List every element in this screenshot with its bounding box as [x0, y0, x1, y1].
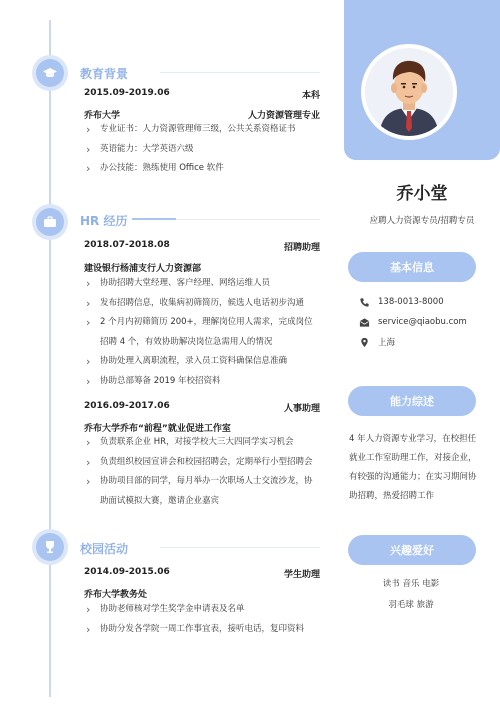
job-position: 招聘助理	[283, 243, 320, 253]
job-header	[84, 240, 320, 253]
hr-title: HR 经历	[80, 214, 128, 228]
mail-icon	[358, 316, 370, 328]
job-header	[84, 401, 320, 414]
phone-icon	[358, 296, 370, 308]
briefcase-icon	[36, 208, 64, 236]
section-rule	[160, 547, 320, 548]
location-text: 上海	[378, 338, 396, 348]
list-item: › 协助老师核对学生奖学金申请表及名单	[84, 600, 320, 620]
location-row	[358, 336, 395, 348]
list-item: › 负责联系企业 HR，对接学校大三大四同学实习机会	[84, 433, 320, 453]
education-title: 教育背景	[80, 67, 129, 81]
list-item: › 英语能力：大学英语六级	[84, 140, 320, 160]
summary-text: 4 年人力资源专业学习，在校担任就业工作室助理工作，对接企业，有较强的沟通能力；在实习期间协助招聘，热爱招聘工作	[349, 434, 477, 501]
campus-bullets	[84, 600, 320, 639]
graduation-cap-icon	[36, 59, 64, 87]
education-bullets	[84, 120, 320, 179]
list-item: › 协助分发各学院一周工作事宜表，接听电话，复印资料	[84, 620, 320, 640]
list-item: › 负责组织校园宣讲会和校园招聘会，定期举行小型招聘会	[84, 453, 320, 473]
section-rule	[160, 72, 320, 73]
campus-org: 乔布大学教务处	[84, 590, 148, 600]
location-pin-icon	[358, 336, 370, 348]
job-target: 应聘人力资源专员/招聘专员	[369, 216, 475, 226]
list-item: › 办公技能：熟练使用 Office 软件	[84, 159, 320, 179]
education-date: 2015.09-2019.06	[84, 88, 170, 98]
job-company: 建设银行杨浦支行人力资源部	[84, 264, 202, 274]
job-bullets	[84, 433, 320, 511]
trophy-icon	[36, 533, 64, 561]
list-item: › 协助招聘大堂经理、客户经理、网络运维人员	[84, 274, 320, 294]
list-item: › 协助处理入离职流程，录入员工资料确保信息准确	[84, 352, 320, 372]
hobbies-line-2: 羽毛球 旅游	[388, 600, 434, 610]
campus-position: 学生助理	[283, 570, 320, 580]
basic-info-heading: 基本信息	[348, 252, 476, 282]
summary-heading: 能力综述	[348, 386, 476, 416]
education-school: 乔布大学	[84, 111, 121, 121]
list-item: › 2 个月内初筛简历 200+，理解岗位用人需求，完成岗位招聘 4 个，有效协助解决岗位急需用人的情况	[84, 313, 320, 352]
email-row	[358, 316, 467, 328]
education-degree: 本科	[301, 91, 320, 101]
job-date: 2016.09-2017.06	[84, 401, 170, 411]
section-rule	[176, 219, 320, 220]
list-item: › 发布招聘信息，收集病初筛简历，候选人电话初步沟通	[84, 294, 320, 314]
list-item: › 专业证书：人力资源管理师三级，公共关系资格证书	[84, 120, 320, 140]
job-date: 2018.07-2018.08	[84, 240, 170, 250]
avatar	[365, 48, 453, 136]
section-accent	[132, 218, 176, 220]
timeline-line	[49, 20, 51, 697]
job-bullets	[84, 274, 320, 391]
campus-header	[84, 567, 320, 580]
phone-text: 138-0013-8000	[378, 297, 444, 307]
candidate-name: 乔小堂	[396, 184, 448, 204]
job-position: 人事助理	[283, 404, 320, 414]
list-item: › 协助总部筹备 2019 年校招资料	[84, 372, 320, 392]
hobbies-heading: 兴趣爱好	[348, 535, 476, 565]
job-company: 乔布大学乔布“前程”就业促进工作室	[84, 424, 231, 434]
hobbies-line-1: 读书 音乐 电影	[382, 579, 440, 589]
phone-row	[358, 296, 444, 308]
education-major: 人力资源管理专业	[247, 111, 320, 121]
campus-title: 校园活动	[80, 542, 129, 556]
campus-date: 2014.09-2015.06	[84, 567, 170, 577]
list-item: › 协助项目部的同学，每月举办一次职场人士交流沙龙，协助面试模拟大赛，邀请企业嘉宾	[84, 472, 320, 511]
email-text: service@qiaobu.com	[378, 317, 467, 327]
education-header	[84, 88, 320, 101]
